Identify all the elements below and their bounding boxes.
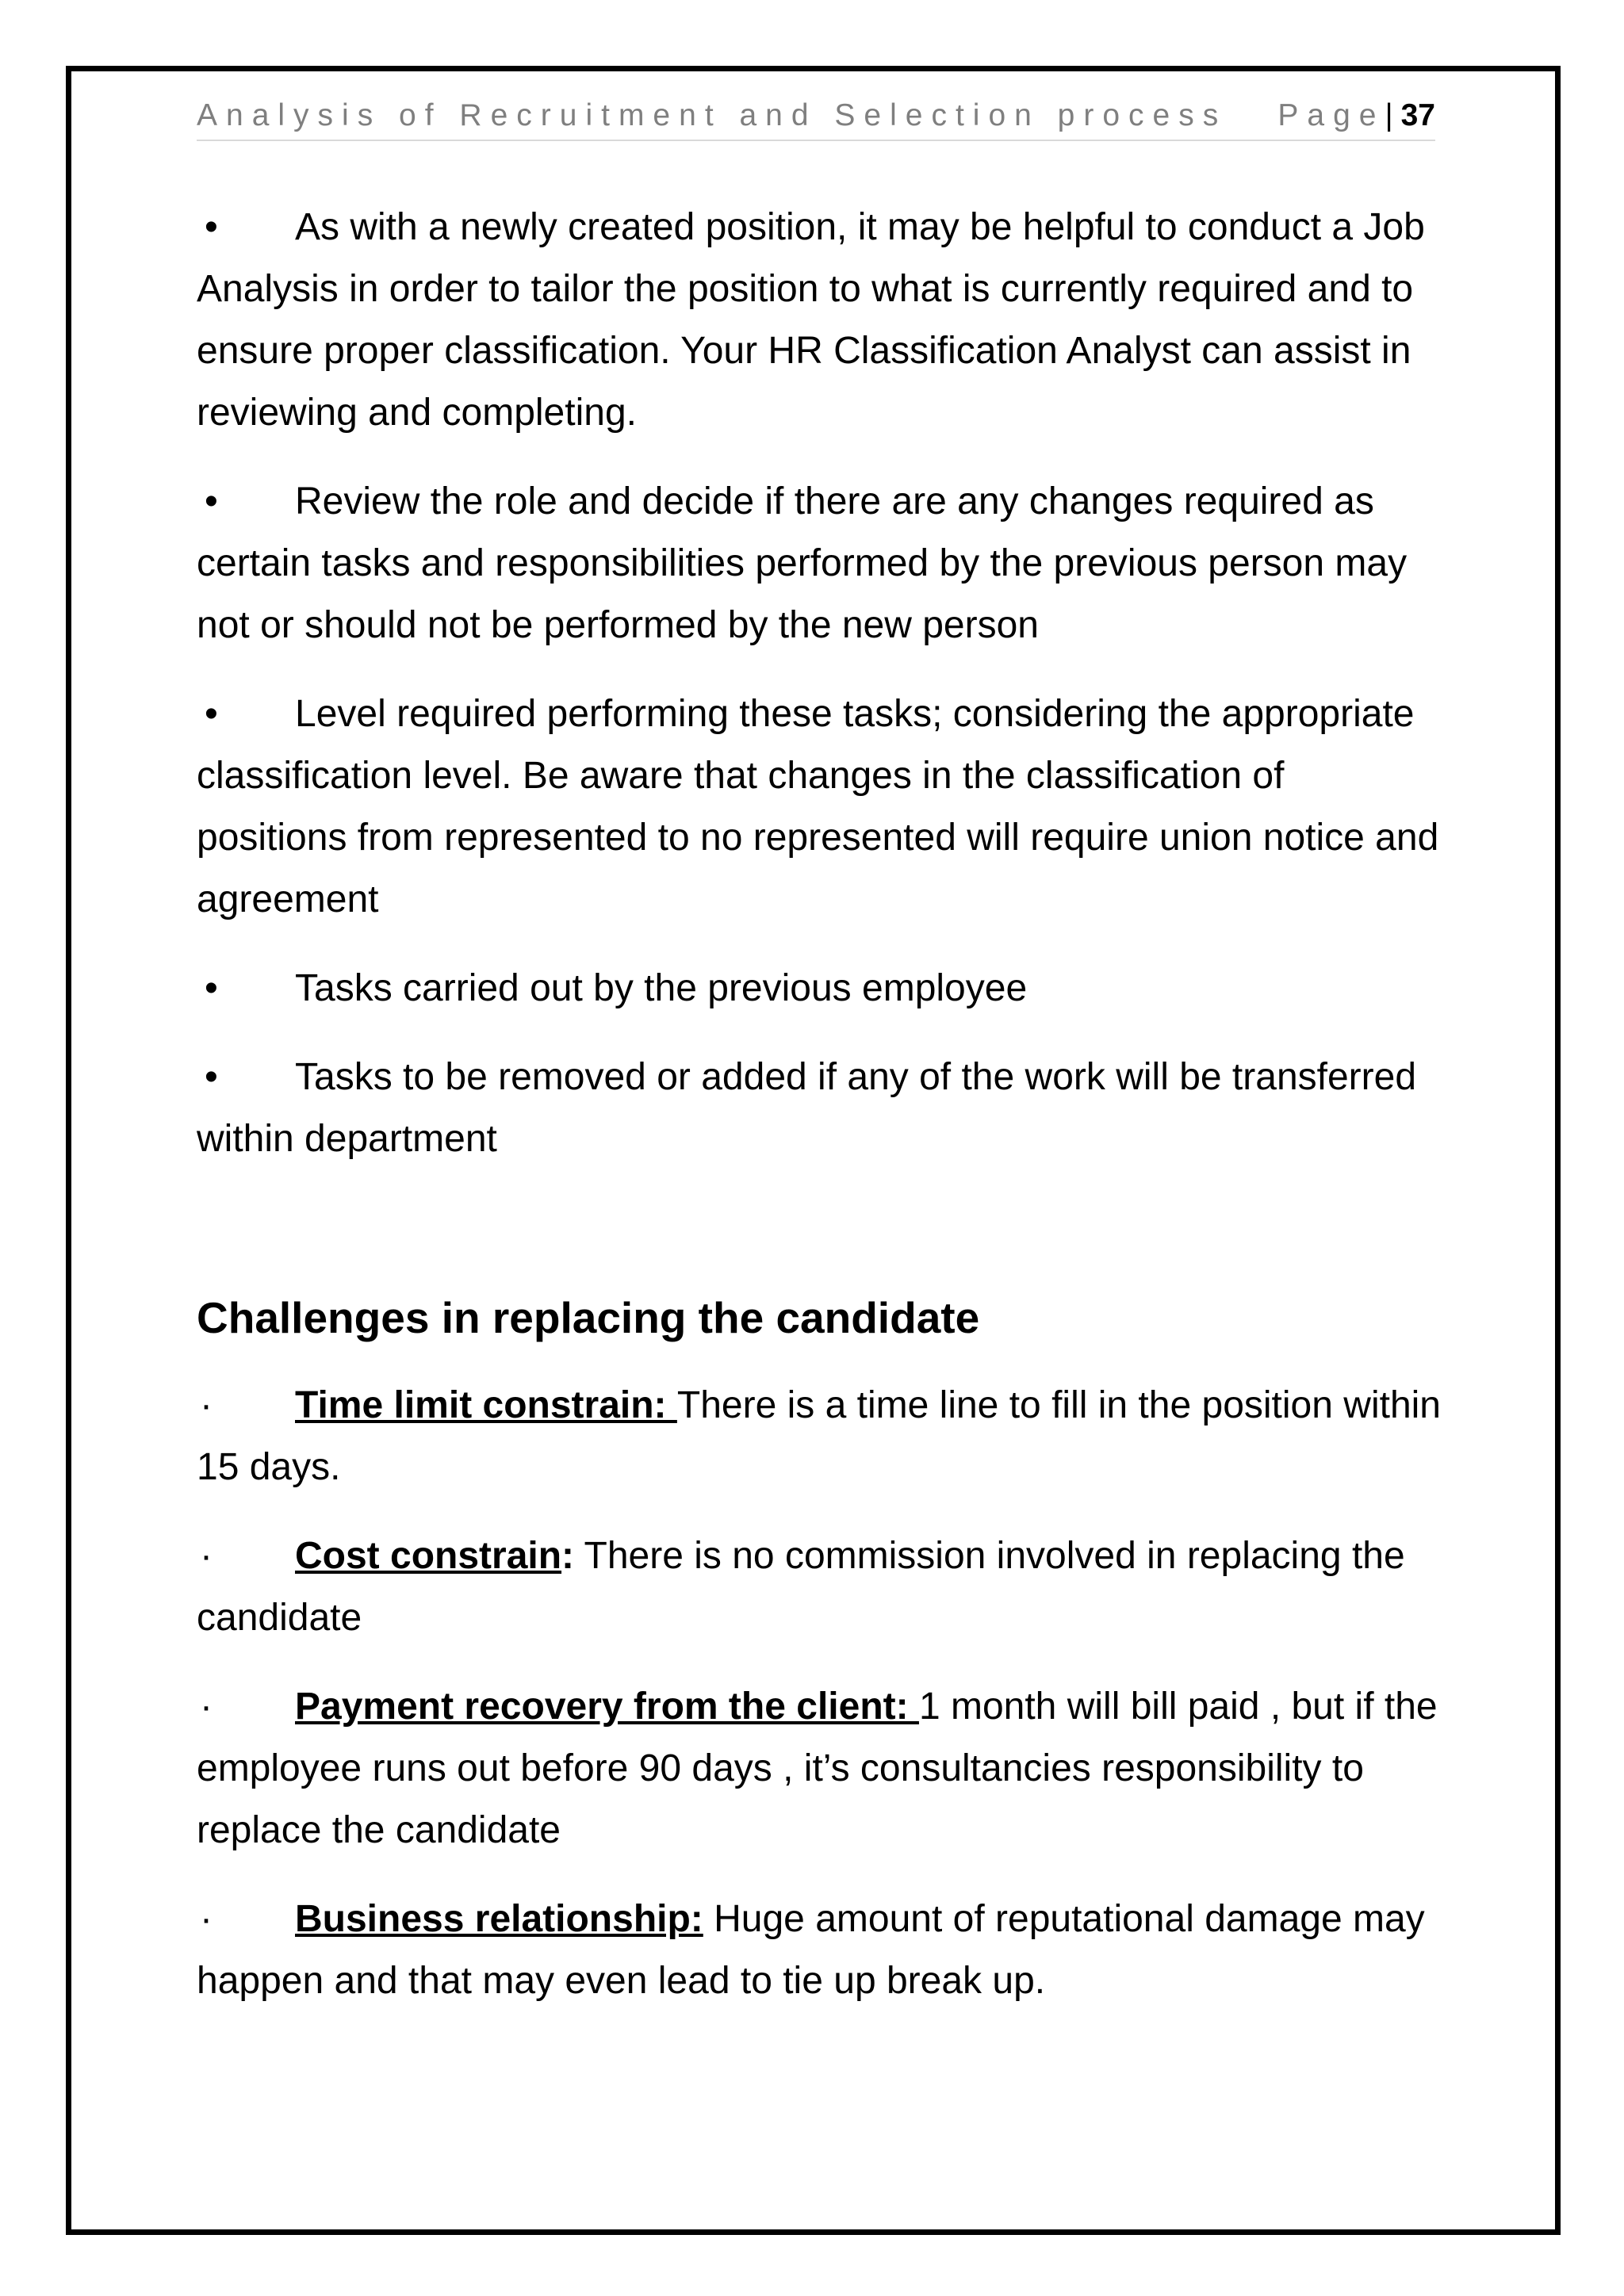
challenge-text: There is a time line to fill in the position within 15 days. <box>197 1384 1441 1488</box>
dot-bullet-icon: · <box>200 1686 213 1728</box>
challenge-item <box>197 1525 1442 1649</box>
header-title: Analysis of Recruitment and Selection process <box>197 98 1228 132</box>
bullet-icon: • <box>205 480 218 522</box>
bullet-icon: • <box>205 693 218 735</box>
bullet-item <box>197 958 1442 1020</box>
bullet-icon: • <box>205 206 218 248</box>
challenge-text: There is no commission involved in replacing the candidate <box>197 1535 1405 1639</box>
bullet-icon: • <box>205 1056 218 1098</box>
bullet-text: As with a newly created position, it may be helpful to conduct a Job Analysis in order to tailor the position to what is currently required and to ensure proper classification. Your HR Classification Analyst can assist in reviewing and completing. <box>197 206 1425 434</box>
header-page-info <box>1277 97 1435 135</box>
dot-bullet-icon: · <box>200 1384 213 1426</box>
bullet-item <box>197 197 1442 444</box>
section-heading: Challenges in replacing the candidate <box>197 1293 980 1342</box>
page-content <box>197 197 1442 2039</box>
challenge-term: Cost constrain <box>295 1535 562 1577</box>
challenge-term: Business relationship: <box>295 1898 703 1940</box>
challenge-item <box>197 1375 1442 1498</box>
bullet-item <box>197 471 1442 656</box>
bullet-text: Review the role and decide if there are any changes required as certain tasks and responsibilities performed by the previous person may not or should not be performed by the new person <box>197 480 1408 646</box>
challenge-term: Time limit constrain: <box>295 1384 677 1426</box>
bullet-text: Tasks carried out by the previous employee <box>295 967 1028 1009</box>
dot-bullet-icon: · <box>200 1898 213 1940</box>
challenge-text: 1 month will bill paid , but if the employee runs out before 90 days , it’s consultancies responsibility to replace the candidate <box>197 1686 1438 1851</box>
challenge-term: Payment recovery from the client: <box>295 1686 919 1728</box>
page-header <box>197 97 1435 141</box>
bullet-item <box>197 1047 1442 1170</box>
challenge-colon: : <box>561 1535 575 1577</box>
bullet-item <box>197 683 1442 931</box>
bullet-text: Tasks to be removed or added if any of the work will be transferred within department <box>197 1056 1417 1160</box>
challenge-text: Huge amount of reputational damage may happen and that may even lead to tie up break up. <box>197 1898 1425 2002</box>
challenge-item <box>197 1676 1442 1862</box>
bullet-text: Level required performing these tasks; considering the appropriate classification level. Be aware that changes in the classification of positions from represented to no represented will require union notice and agreement <box>197 693 1439 920</box>
page-number: 37 <box>1400 98 1435 132</box>
dot-bullet-icon: · <box>200 1535 213 1577</box>
header-page-label: Page <box>1277 98 1385 132</box>
header-separator: | <box>1385 98 1393 132</box>
challenge-item <box>197 1888 1442 2012</box>
bullet-icon: • <box>205 967 218 1009</box>
